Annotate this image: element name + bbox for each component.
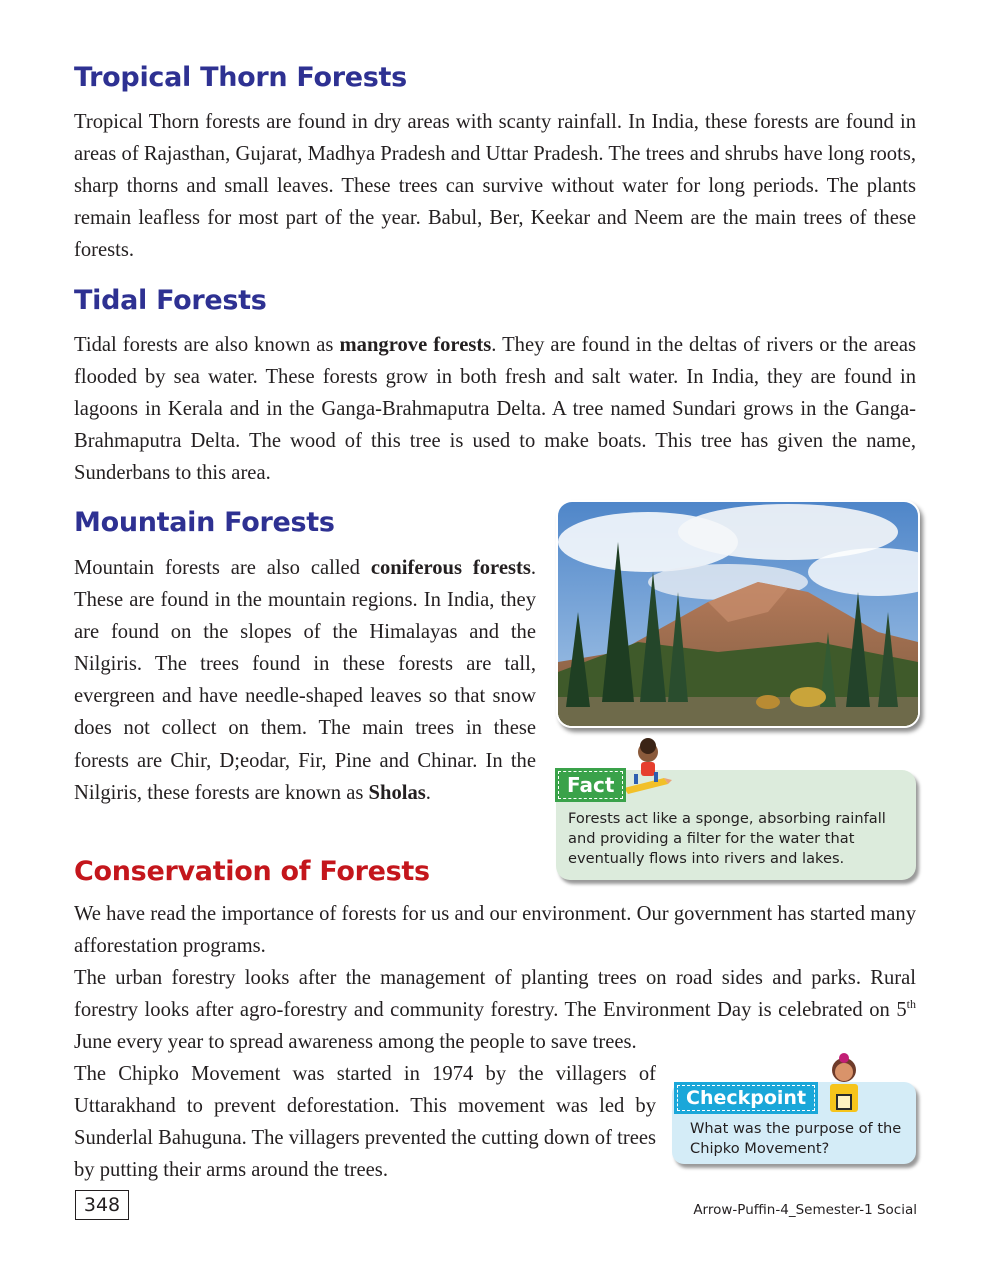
text: .	[425, 781, 431, 804]
book-footer: Arrow-Puffin-4_Semester-1 Social	[693, 1202, 917, 1218]
fact-label: Fact	[558, 771, 623, 799]
checkpoint-label: Checkpoint	[677, 1085, 815, 1111]
heading-tidal: Tidal Forests	[74, 285, 267, 316]
photo-illustration	[558, 502, 918, 726]
bold-term: mangrove forests	[339, 334, 492, 356]
text: . They are found in the deltas of rivers or the areas flooded by sea water. These forests grow in both fresh and salt water. In India, they are found in lagoons in Kerala and in the Ganga-Brahmaputra Delta. A tree named Sundari grows in the Ganga- Brahmaputra Delta. The wood of this tree is used to make boats. This tree has given the name, Sunderbans to this area.	[74, 334, 916, 485]
text: June every year to spread awareness among the people to save trees.	[74, 1031, 637, 1054]
para-conservation-3: The Chipko Movement was started in 1974 by the villagers of Uttarakhand to prevent deforestation. This movement was led by Sunderlal Bahuguna. The villagers prevented the cutting down of trees by putting their arms around the trees.	[74, 1063, 656, 1182]
bold-term: Sholas	[368, 781, 426, 804]
text: Mountain forests are also called	[74, 557, 371, 579]
girl-mascot-icon	[822, 1052, 866, 1114]
page-number: 348	[75, 1190, 129, 1220]
para-conservation-2	[74, 962, 916, 1058]
para-conservation-1: We have read the importance of forests for us and our environment. Our government has started many afforestation programs.	[74, 903, 916, 958]
para-tropical-thorn: Tropical Thorn forests are found in dry areas with scanty rainfall. In India, these forests are found in areas of Rajasthan, Gujarat, Madhya Pradesh and Uttar Pradesh. The trees and shrubs have long roots, sharp thorns and small leaves. These trees can survive without water for long periods. The plants remain leafless for most part of the year. Babul, Ber, Keekar and Neem are the main trees of these forests.	[74, 111, 916, 262]
heading-mountain: Mountain Forests	[74, 507, 335, 538]
text: Tidal forests are also known as	[74, 334, 340, 356]
fact-text: Forests act like a sponge, absorbing rainfall and providing a filter for the water that eventually flows into rivers and lakes.	[568, 810, 886, 867]
para-mountain	[74, 552, 536, 809]
mountain-forest-photo	[556, 500, 920, 728]
heading-tropical-thorn: Tropical Thorn Forests	[74, 62, 407, 93]
superscript: th	[906, 997, 916, 1012]
text: . These are found in the mountain regions. In India, they are found on the slopes of the Himalayas and the Nilgiris. The trees found in these forests are tall, evergreen and have needle-shaped leaves so that snow does not collect on them. The main trees in these forests are Chir, D;eodar, Fir, Pine and Chinar. In the Nilgiris, these forests are known as	[74, 557, 537, 804]
bold-term: coniferous forests	[370, 557, 531, 579]
para-tidal	[74, 329, 916, 489]
boy-on-pencil-icon	[620, 738, 672, 798]
heading-conservation: Conservation of Forests	[74, 856, 430, 887]
text: The urban forestry looks after the management of planting trees on road sides and parks. Rural forestry looks after agro-forestry and community forestry. The Environment Day is celebrated on 5	[74, 967, 916, 1022]
checkpoint-text: What was the purpose of the Chipko Movement?	[690, 1120, 902, 1157]
